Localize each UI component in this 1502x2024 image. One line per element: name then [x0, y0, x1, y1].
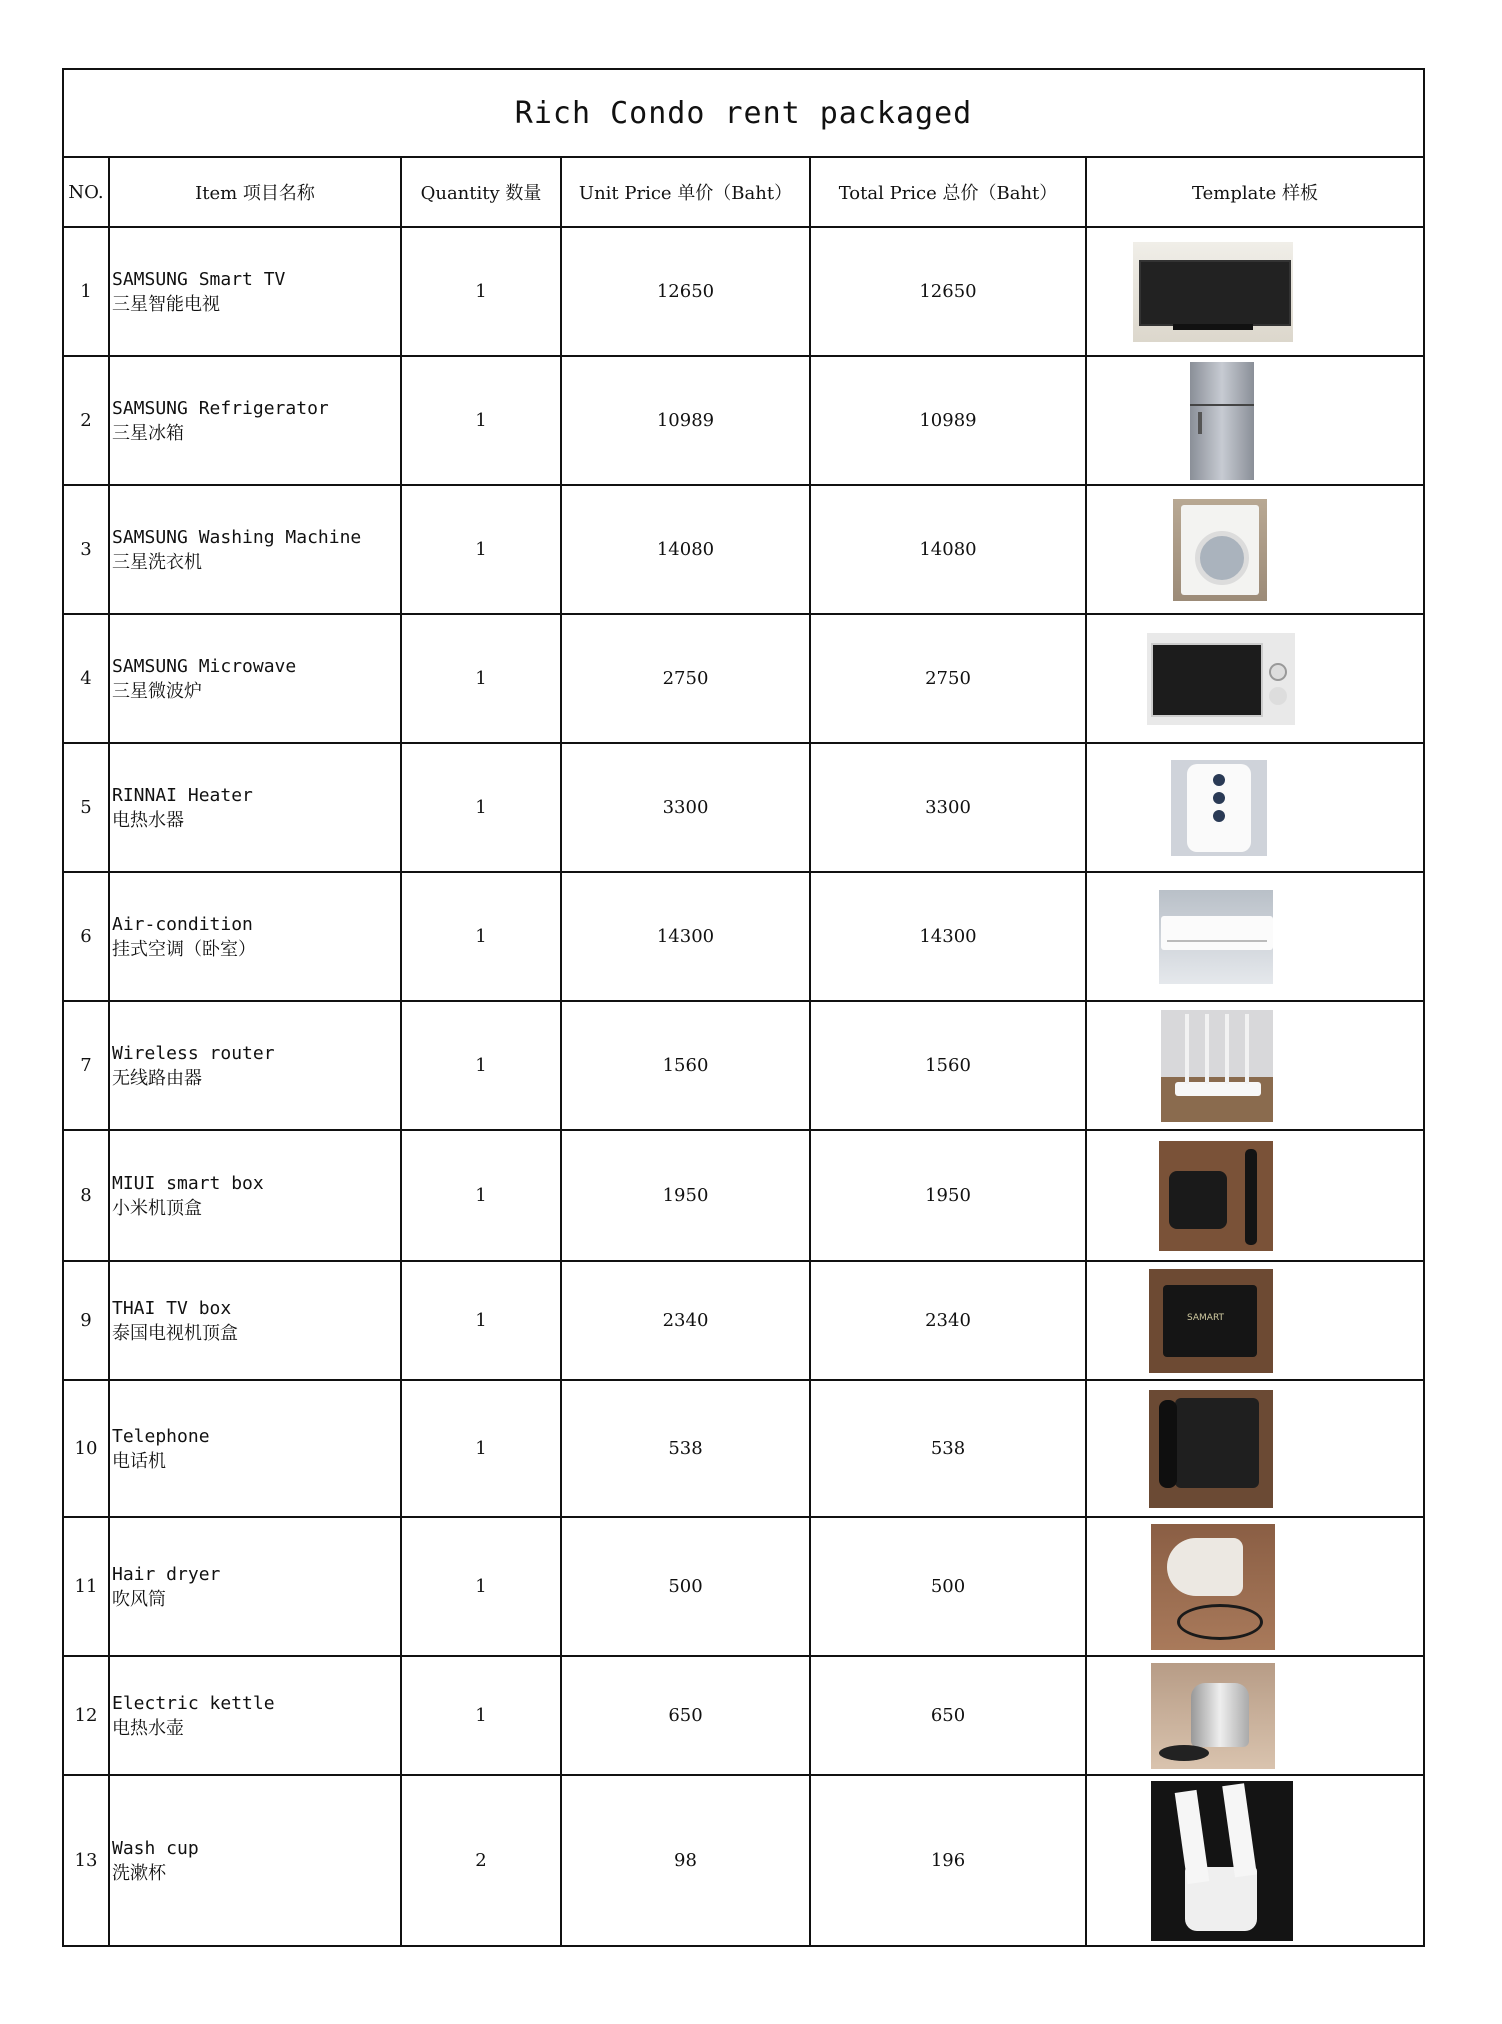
unit-price: 2750 [561, 614, 810, 743]
table-row [63, 1380, 1424, 1517]
item-name-cn: 泰国电视机顶盒 [112, 1322, 238, 1344]
total-price: 1560 [810, 1001, 1086, 1130]
row-number: 1 [63, 227, 109, 356]
microwave-photo [1147, 633, 1295, 725]
item-name-en: Hair dryer [112, 1563, 221, 1585]
unit-price: 98 [561, 1775, 810, 1946]
quantity: 1 [401, 1517, 561, 1656]
item-name-cn: 吹风筒 [112, 1588, 166, 1610]
item-name-en: Telephone [112, 1425, 210, 1447]
row-number: 9 [63, 1261, 109, 1380]
total-price: 2340 [810, 1261, 1086, 1380]
unit-price: 2340 [561, 1261, 810, 1380]
item-name-en: RINNAI Heater [112, 784, 253, 806]
template-cell [1086, 1001, 1424, 1130]
item-name-en: SAMSUNG Refrigerator [112, 397, 329, 419]
table-row [63, 356, 1424, 485]
template-cell [1086, 1130, 1424, 1261]
tv-box-photo [1149, 1269, 1273, 1373]
unit-price: 14080 [561, 485, 810, 614]
template-cell [1086, 1775, 1424, 1946]
item-name-en: MIUI smart box [112, 1172, 264, 1194]
rent-package-table [62, 68, 1425, 1947]
item-name-en: Wash cup [112, 1837, 199, 1859]
item-name [109, 227, 401, 356]
unit-price: 3300 [561, 743, 810, 872]
hair-dryer-photo [1151, 1524, 1275, 1650]
row-number: 10 [63, 1380, 109, 1517]
unit-price: 650 [561, 1656, 810, 1775]
unit-price: 1560 [561, 1001, 810, 1130]
item-name-cn: 电热水器 [112, 809, 184, 831]
table-row [63, 1517, 1424, 1656]
table-row [63, 614, 1424, 743]
quantity: 1 [401, 1656, 561, 1775]
header-total-price: Total Price 总价（Baht） [810, 157, 1086, 227]
item-name [109, 614, 401, 743]
quantity: 1 [401, 1380, 561, 1517]
unit-price: 538 [561, 1380, 810, 1517]
item-name [109, 872, 401, 1001]
header-row [63, 157, 1424, 227]
total-price: 1950 [810, 1130, 1086, 1261]
item-name-cn: 电话机 [112, 1450, 166, 1472]
refrigerator-photo [1190, 362, 1254, 480]
row-number: 4 [63, 614, 109, 743]
table-row [63, 1775, 1424, 1946]
quantity: 1 [401, 485, 561, 614]
air-conditioner-photo [1159, 890, 1273, 984]
item-name-en: Wireless router [112, 1042, 275, 1064]
template-cell [1086, 743, 1424, 872]
total-price: 500 [810, 1517, 1086, 1656]
total-price: 196 [810, 1775, 1086, 1946]
template-cell [1086, 1656, 1424, 1775]
row-number: 5 [63, 743, 109, 872]
item-name-cn: 三星洗衣机 [112, 551, 202, 573]
template-cell [1086, 356, 1424, 485]
item-name [109, 485, 401, 614]
quantity: 1 [401, 1001, 561, 1130]
item-name-cn: 挂式空调（卧室） [112, 938, 256, 960]
total-price: 12650 [810, 227, 1086, 356]
item-name [109, 1775, 401, 1946]
table-row [63, 743, 1424, 872]
table-row [63, 1656, 1424, 1775]
header-unit-price: Unit Price 单价（Baht） [561, 157, 810, 227]
item-name-en: Electric kettle [112, 1692, 275, 1714]
total-price: 538 [810, 1380, 1086, 1517]
row-number: 2 [63, 356, 109, 485]
header-template: Template 样板 [1086, 157, 1424, 227]
quantity: 1 [401, 743, 561, 872]
total-price: 650 [810, 1656, 1086, 1775]
unit-price: 14300 [561, 872, 810, 1001]
item-name [109, 1130, 401, 1261]
item-name-cn: 三星智能电视 [112, 293, 220, 315]
template-cell [1086, 1517, 1424, 1656]
quantity: 1 [401, 1130, 561, 1261]
template-cell [1086, 485, 1424, 614]
template-cell [1086, 1380, 1424, 1517]
quantity: 1 [401, 1261, 561, 1380]
item-name [109, 1001, 401, 1130]
row-number: 12 [63, 1656, 109, 1775]
row-number: 3 [63, 485, 109, 614]
row-number: 7 [63, 1001, 109, 1130]
item-name-cn: 三星冰箱 [112, 422, 184, 444]
item-name [109, 356, 401, 485]
template-cell [1086, 872, 1424, 1001]
kettle-photo [1151, 1663, 1275, 1769]
quantity: 1 [401, 872, 561, 1001]
item-name-en: SAMSUNG Microwave [112, 655, 297, 677]
table-row [63, 1261, 1424, 1380]
telephone-photo [1149, 1390, 1273, 1508]
item-name-en: SAMSUNG Washing Machine [112, 526, 362, 548]
table-row [63, 1130, 1424, 1261]
header-quantity: Quantity 数量 [401, 157, 561, 227]
unit-price: 500 [561, 1517, 810, 1656]
quantity: 2 [401, 1775, 561, 1946]
item-name [109, 1656, 401, 1775]
smart-box-photo [1159, 1141, 1273, 1251]
unit-price: 12650 [561, 227, 810, 356]
row-number: 6 [63, 872, 109, 1001]
wash-cup-photo [1151, 1781, 1293, 1941]
table-row [63, 485, 1424, 614]
item-name-en: THAI TV box [112, 1297, 232, 1319]
quantity: 1 [401, 356, 561, 485]
template-cell [1086, 614, 1424, 743]
table-title: Rich Condo rent packaged [63, 69, 1424, 157]
row-number: 13 [63, 1775, 109, 1946]
row-number: 8 [63, 1130, 109, 1261]
table-row [63, 872, 1424, 1001]
item-name-cn: 电热水壶 [112, 1717, 184, 1739]
item-name-cn: 小米机顶盒 [112, 1197, 202, 1219]
tv-photo [1133, 242, 1293, 342]
header-item: Item 项目名称 [109, 157, 401, 227]
item-name [109, 1380, 401, 1517]
item-name-en: Air-condition [112, 913, 253, 935]
header-no: NO. [63, 157, 109, 227]
item-name-cn: 三星微波炉 [112, 680, 202, 702]
total-price: 14080 [810, 485, 1086, 614]
table-row [63, 1001, 1424, 1130]
washing-machine-photo [1173, 499, 1267, 601]
table-row [63, 227, 1424, 356]
quantity: 1 [401, 227, 561, 356]
item-name-cn: 洗漱杯 [112, 1862, 166, 1884]
quantity: 1 [401, 614, 561, 743]
router-photo [1161, 1010, 1273, 1122]
unit-price: 10989 [561, 356, 810, 485]
item-name [109, 1261, 401, 1380]
item-name-cn: 无线路由器 [112, 1067, 202, 1089]
water-heater-photo [1171, 760, 1267, 856]
total-price: 2750 [810, 614, 1086, 743]
template-cell [1086, 227, 1424, 356]
total-price: 14300 [810, 872, 1086, 1001]
total-price: 10989 [810, 356, 1086, 485]
total-price: 3300 [810, 743, 1086, 872]
item-name-en: SAMSUNG Smart TV [112, 268, 286, 290]
unit-price: 1950 [561, 1130, 810, 1261]
item-name [109, 1517, 401, 1656]
template-cell [1086, 1261, 1424, 1380]
item-name [109, 743, 401, 872]
row-number: 11 [63, 1517, 109, 1656]
